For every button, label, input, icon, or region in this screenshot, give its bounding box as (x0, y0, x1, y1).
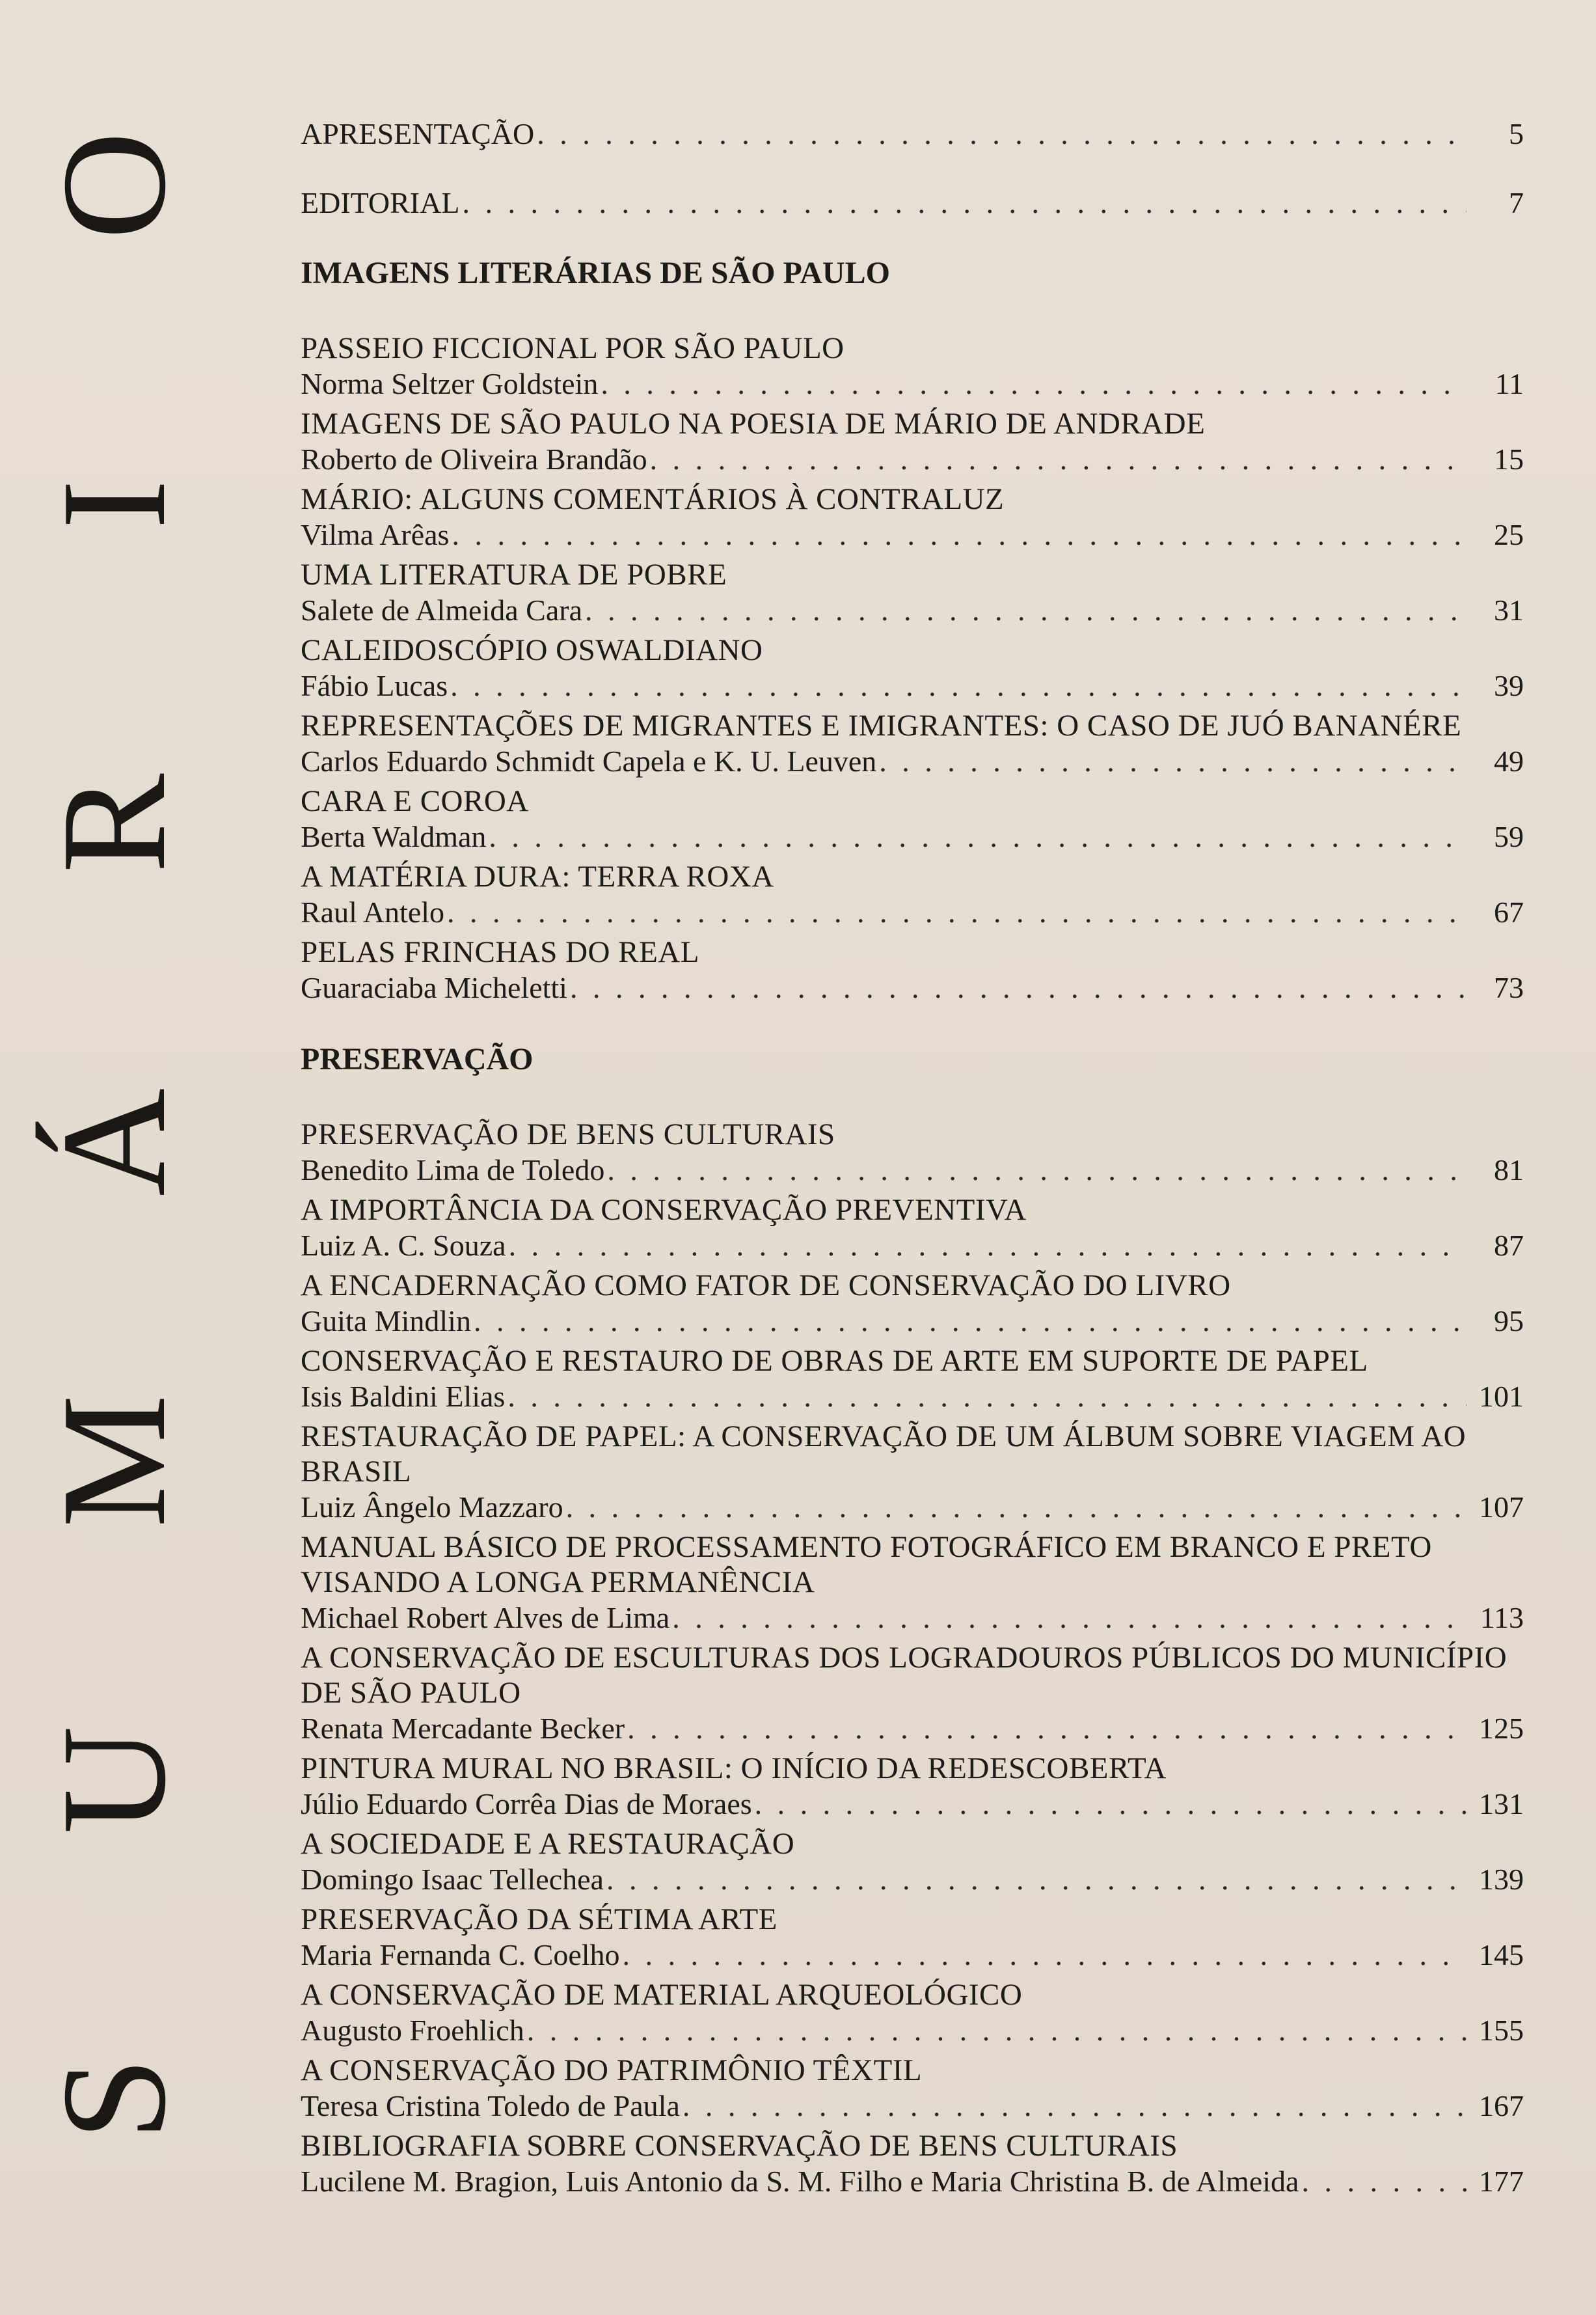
leader-dots (879, 743, 1467, 780)
page-number: 155 (1479, 2014, 1524, 2047)
page-number: 11 (1495, 367, 1524, 400)
article-title: PRESERVAÇÃO DE BENS CULTURAIS (301, 1117, 835, 1151)
article-author: Renata Mercadante Becker (301, 1712, 625, 1745)
title-letter: U (31, 1725, 196, 1835)
leader-dots (650, 441, 1467, 478)
article-title: A MATÉRIA DURA: TERRA ROXA (301, 860, 774, 894)
article-author: Júlio Eduardo Corrêa Dias de Moraes (301, 1787, 752, 1820)
article-title: A CONSERVAÇÃO DE ESCULTURAS DOS LOGRADOUROS PÚBLICOS DO MUNICÍPIO DE SÃO PAULO (301, 1641, 1508, 1710)
article-title: RESTAURAÇÃO DE PAPEL: A CONSERVAÇÃO DE UM ÁLBUM SOBRE VIAGEM AO BRASIL (301, 1419, 1467, 1488)
leader-dots (447, 894, 1467, 931)
article-author-row (301, 668, 1524, 704)
toc-article (301, 1419, 1524, 1526)
leader-dots (627, 1710, 1467, 1747)
toc-article (301, 482, 1524, 553)
leader-dots (462, 185, 1467, 221)
article-author: Isis Baldini Elias (301, 1380, 506, 1413)
toc-article (301, 1977, 1524, 2049)
article-author-row (301, 2012, 1524, 2049)
title-letter: I (31, 479, 196, 530)
article-title: CALEIDOSCÓPIO OSWALDIANO (301, 633, 763, 667)
leader-dots (450, 668, 1467, 704)
leader-dots (509, 1227, 1467, 1264)
article-author: Raul Antelo (301, 896, 445, 929)
article-author-row (301, 1786, 1524, 1822)
leader-dots (607, 1152, 1467, 1188)
article-author-row (301, 366, 1524, 402)
page-number: 95 (1494, 1304, 1524, 1337)
article-author: Berta Waldman (301, 820, 487, 853)
leader-dots (683, 2088, 1467, 2124)
title-letter: R (31, 773, 196, 873)
article-author: Maria Fernanda C. Coelho (301, 1938, 620, 1971)
page-number: 59 (1494, 820, 1524, 853)
article-title: MÁRIO: ALGUNS COMENTÁRIOS À CONTRALUZ (301, 482, 1005, 516)
page-number: 139 (1479, 1863, 1524, 1896)
toc-section (301, 254, 1524, 1006)
leader-dots (537, 116, 1467, 152)
toc-article (301, 1117, 1524, 1188)
article-author-row (301, 1227, 1524, 1264)
article-title: A CONSERVAÇÃO DE MATERIAL ARQUEOLÓGICO (301, 1978, 1023, 2012)
article-title: PINTURA MURAL NO BRASIL: O INÍCIO DA REDESCOBERTA (301, 1751, 1167, 1785)
article-author-row (301, 2088, 1524, 2124)
title-letter: S (31, 2057, 196, 2141)
article-author: Norma Seltzer Goldstein (301, 367, 599, 400)
page-number: 167 (1479, 2089, 1524, 2122)
toc-article (301, 1826, 1524, 1898)
toc-article (301, 1902, 1524, 1973)
article-title: REPRESENTAÇÕES DE MIGRANTES E IMIGRANTES: O CASO DE JUÓ BANANÉRE (301, 709, 1462, 743)
article-author: Roberto de Oliveira Brandão (301, 443, 647, 476)
page-number: 177 (1479, 2165, 1524, 2198)
title-letter: M (31, 1394, 196, 1528)
article-author: Domingo Isaac Tellechea (301, 1863, 604, 1896)
leader-dots (755, 1786, 1467, 1822)
article-author-row (301, 819, 1524, 855)
article-author: Guaraciaba Micheletti (301, 971, 567, 1004)
leader-dots (623, 1937, 1467, 1973)
article-title: CARA E COROA (301, 784, 529, 818)
page-number: 113 (1480, 1601, 1524, 1634)
article-author-row (301, 1600, 1524, 1636)
page-number: 101 (1479, 1380, 1524, 1413)
article-author-row (301, 441, 1524, 478)
title-letter: Á (31, 1088, 196, 1197)
article-author-row (301, 1378, 1524, 1415)
toc-article (301, 1529, 1524, 1636)
leader-dots (566, 1489, 1467, 1526)
article-title: BIBLIOGRAFIA SOBRE CONSERVAÇÃO DE BENS CULTURAIS (301, 2129, 1178, 2163)
article-author: Guita Mindlin (301, 1304, 471, 1337)
article-author-row (301, 1937, 1524, 1973)
article-author: Augusto Froehlich (301, 2014, 524, 2047)
article-author: Michael Robert Alves de Lima (301, 1601, 670, 1634)
leader-dots (507, 1378, 1467, 1415)
page-number: 31 (1494, 594, 1524, 627)
article-author: Teresa Cristina Toledo de Paula (301, 2089, 680, 2122)
article-title: A CONSERVAÇÃO DO PATRIMÔNIO TÊXTIL (301, 2053, 923, 2087)
article-author-row (301, 1303, 1524, 1339)
page-number: 15 (1494, 443, 1524, 476)
section-title: IMAGENS LITERÁRIAS DE SÃO PAULO (301, 256, 890, 290)
article-title: A IMPORTÂNCIA DA CONSERVAÇÃO PREVENTIVA (301, 1193, 1027, 1227)
page-number: 5 (1509, 117, 1524, 150)
page-number: 49 (1494, 745, 1524, 778)
section-title: PRESERVAÇÃO (301, 1042, 534, 1076)
article-author-row (301, 743, 1524, 780)
article-title: IMAGENS DE SÃO PAULO NA POESIA DE MÁRIO DE ANDRADE (301, 407, 1206, 441)
article-title: A SOCIEDADE E A RESTAURAÇÃO (301, 1827, 795, 1861)
toc-entry-apresentacao (301, 116, 1524, 152)
vertical-title (29, 111, 198, 2174)
toc-article (301, 1192, 1524, 1264)
toc-article (301, 557, 1524, 629)
toc-article (301, 633, 1524, 704)
page-number: 107 (1479, 1490, 1524, 1524)
toc-article (301, 1343, 1524, 1415)
article-title: CONSERVAÇÃO E RESTAURO DE OBRAS DE ARTE EM SUPORTE DE PAPEL (301, 1344, 1368, 1378)
toc-article (301, 784, 1524, 855)
page-number: 81 (1494, 1153, 1524, 1186)
toc-article (301, 1751, 1524, 1822)
toc-entry-editorial (301, 185, 1524, 221)
leader-dots (570, 970, 1467, 1006)
page-number: 25 (1494, 518, 1524, 551)
leader-dots (527, 2012, 1467, 2049)
toc-article (301, 935, 1524, 1006)
page-number: 131 (1479, 1787, 1524, 1820)
leader-dots (601, 366, 1467, 402)
article-author: Carlos Eduardo Schmidt Capela e K. U. Leuven (301, 745, 877, 778)
toc-article (301, 2128, 1524, 2200)
article-author-row (301, 592, 1524, 629)
article-author-row (301, 2163, 1524, 2200)
article-title: PELAS FRINCHAS DO REAL (301, 935, 699, 969)
article-title: PASSEIO FICCIONAL POR SÃO PAULO (301, 331, 845, 365)
page-number: 87 (1494, 1229, 1524, 1262)
toc-article (301, 859, 1524, 931)
entry-label: EDITORIAL (301, 186, 460, 219)
section-spacer (301, 1010, 1524, 1040)
article-author-row (301, 517, 1524, 553)
leader-dots (672, 1600, 1467, 1636)
article-author: Benedito Lima de Toledo (301, 1153, 605, 1186)
toc-article (301, 331, 1524, 402)
article-author-row (301, 1861, 1524, 1898)
article-author-row (301, 1489, 1524, 1526)
toc-article (301, 406, 1524, 478)
toc-article (301, 708, 1524, 780)
page-number: 39 (1494, 669, 1524, 702)
article-author-row (301, 1152, 1524, 1188)
article-title: UMA LITERATURA DE POBRE (301, 558, 727, 592)
article-title: MANUAL BÁSICO DE PROCESSAMENTO FOTOGRÁFICO EM BRANCO E PRETO VISANDO A LONGA PERMANÊNCIA (301, 1530, 1432, 1599)
toc-article (301, 1268, 1524, 1339)
leader-dots (489, 819, 1467, 855)
article-author-row (301, 970, 1524, 1006)
toc-article (301, 1640, 1524, 1747)
page-number: 125 (1479, 1712, 1524, 1745)
leader-dots (452, 517, 1467, 553)
article-author: Vilma Arêas (301, 518, 450, 551)
page-number: 145 (1479, 1938, 1524, 1971)
page-number: 73 (1494, 971, 1524, 1004)
entry-label: APRESENTAÇÃO (301, 117, 535, 150)
article-author: Salete de Almeida Cara (301, 594, 583, 627)
table-of-contents (301, 116, 1524, 2204)
article-author-row (301, 1710, 1524, 1747)
leader-dots (474, 1303, 1467, 1339)
sections-container (301, 254, 1524, 2200)
page-number: 7 (1509, 186, 1524, 219)
leader-dots (1301, 2163, 1467, 2200)
toc-article (301, 2053, 1524, 2124)
page-number: 67 (1494, 896, 1524, 929)
article-author: Fábio Lucas (301, 669, 448, 702)
article-title: A ENCADERNAÇÃO COMO FATOR DE CONSERVAÇÃO DO LIVRO (301, 1268, 1231, 1302)
article-author: Luiz Ângelo Mazzaro (301, 1490, 563, 1524)
article-author-row (301, 894, 1524, 931)
article-title: PRESERVAÇÃO DA SÉTIMA ARTE (301, 1902, 778, 1936)
leader-dots (606, 1861, 1467, 1898)
article-author: Luiz A. C. Souza (301, 1229, 506, 1262)
title-letter: O (31, 131, 196, 240)
leader-dots (585, 592, 1467, 629)
toc-section (301, 1010, 1524, 2200)
article-author: Lucilene M. Bragion, Luis Antonio da S. M. Filho e Maria Christina B. de Almeida (301, 2165, 1299, 2198)
